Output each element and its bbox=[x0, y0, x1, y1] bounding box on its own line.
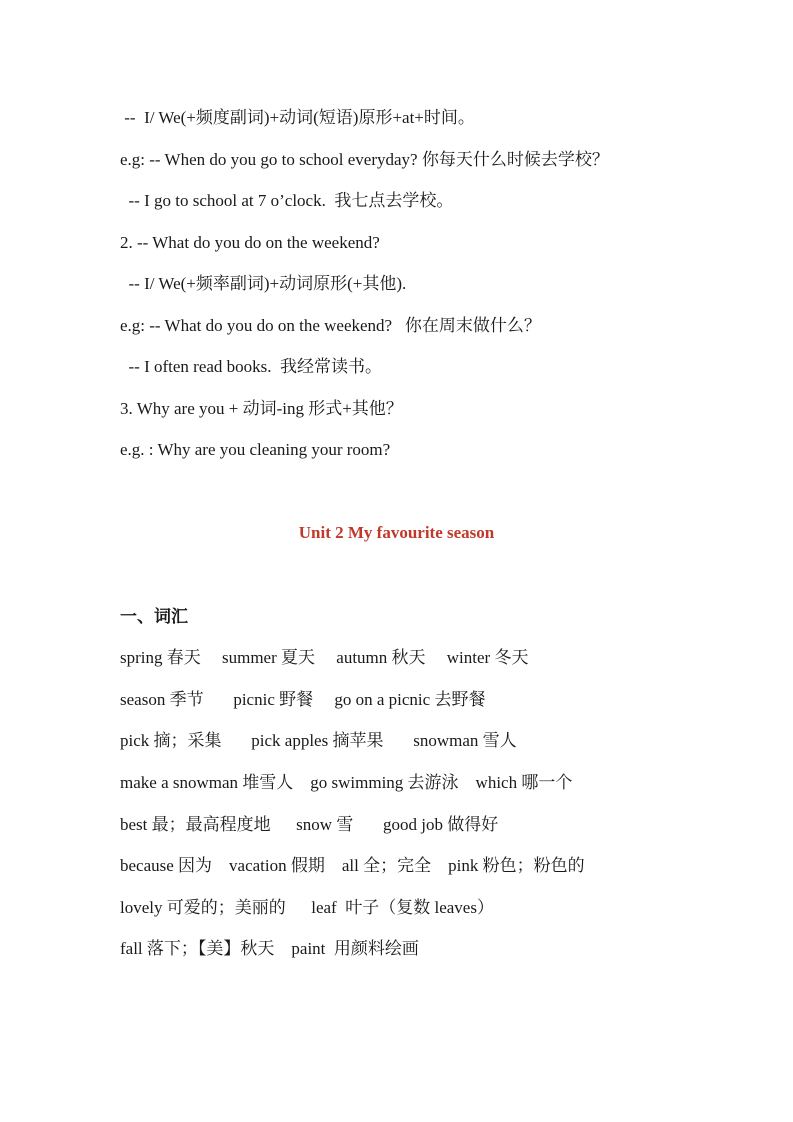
vocab-row-snowman: make a snowman 堆雪人 go swimming 去游泳 which 哪一个 bbox=[120, 773, 573, 792]
grammar-line-example-answer: -- I go to school at 7 o’clock. 我七点去学校。 bbox=[120, 191, 454, 210]
grammar-line-weekend-question: 2. -- What do you do on the weekend? bbox=[120, 233, 380, 252]
grammar-line-weekend-pattern: -- I/ We(+频率副词)+动词原形(+其他). bbox=[120, 274, 407, 293]
vocab-row-picnic: season 季节 picnic 野餐 go on a picnic 去野餐 bbox=[120, 690, 486, 709]
vocab-heading: 一、词汇 bbox=[120, 607, 188, 626]
vocab-row-pick: pick 摘；采集 pick apples 摘苹果 snowman 雪人 bbox=[120, 731, 517, 750]
grammar-line-why-example: e.g. : Why are you cleaning your room? bbox=[120, 440, 391, 459]
vocab-row-lovely: lovely 可爱的；美丽的 leaf 叶子（复数 leaves） bbox=[120, 898, 494, 917]
grammar-line-answer-pattern: -- I/ We(+频度副词)+动词(短语)原形+at+时间。 bbox=[120, 108, 475, 127]
grammar-line-weekend-answer: -- I often read books. 我经常读书。 bbox=[120, 357, 383, 376]
grammar-line-weekend-example: e.g: -- What do you do on the weekend? 你在周末做什么？ bbox=[120, 316, 541, 335]
vocab-row-because: because 因为 vacation 假期 all 全；完全 pink 粉色；粉色的 bbox=[120, 856, 585, 875]
unit-title: Unit 2 My favourite season bbox=[298, 523, 495, 542]
grammar-line-example-question: e.g: -- When do you go to school everyday? 你每天什么时候去学校？ bbox=[120, 150, 609, 169]
vocab-row-seasons: spring 春天 summer 夏天 autumn 秋天 winter 冬天 bbox=[120, 648, 529, 667]
vocab-row-fall: fall 落下；【美】秋天 paint 用颜料绘画 bbox=[120, 939, 419, 958]
vocab-row-best: best 最；最高程度地 snow 雪 good job 做得好 bbox=[120, 815, 499, 834]
grammar-line-why-pattern: 3. Why are you + 动词-ing 形式+其他？ bbox=[120, 399, 403, 418]
